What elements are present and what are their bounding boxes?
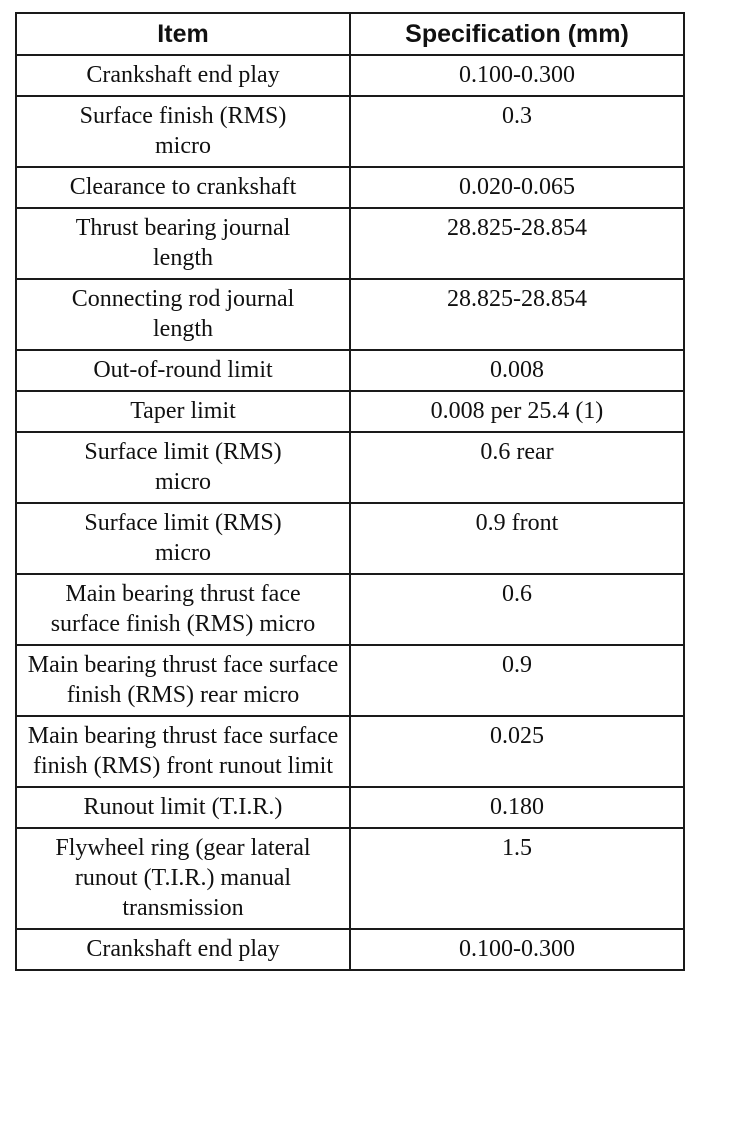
table-row xyxy=(16,208,684,279)
table-row xyxy=(16,929,684,970)
table-row xyxy=(16,391,684,432)
table-row xyxy=(16,432,684,503)
spec-cell: 0.3 xyxy=(350,96,684,167)
spec-cell: 1.5 xyxy=(350,828,684,929)
spec-cell: 28.825-28.854 xyxy=(350,279,684,350)
item-cell: Surface limit (RMS) micro xyxy=(16,503,350,574)
table-row xyxy=(16,574,684,645)
item-cell: Surface limit (RMS) micro xyxy=(16,432,350,503)
table-header-row xyxy=(16,13,684,55)
spec-cell: 0.9 front xyxy=(350,503,684,574)
spec-cell: 0.025 xyxy=(350,716,684,787)
table-row xyxy=(16,828,684,929)
spec-cell: 0.008 xyxy=(350,350,684,391)
item-cell: Flywheel ring (gear lateral runout (T.I.R.) manual transmission xyxy=(16,828,350,929)
table-row xyxy=(16,787,684,828)
item-cell: Connecting rod journal length xyxy=(16,279,350,350)
spec-cell: 0.6 xyxy=(350,574,684,645)
spec-cell: 0.008 per 25.4 (1) xyxy=(350,391,684,432)
spec-cell: 0.100-0.300 xyxy=(350,55,684,96)
spec-cell: 0.180 xyxy=(350,787,684,828)
table-row xyxy=(16,279,684,350)
header-item: Item xyxy=(16,13,350,55)
item-cell: Out-of-round limit xyxy=(16,350,350,391)
table-row xyxy=(16,716,684,787)
item-cell: Runout limit (T.I.R.) xyxy=(16,787,350,828)
table-row xyxy=(16,645,684,716)
spec-cell: 0.6 rear xyxy=(350,432,684,503)
item-cell: Main bearing thrust face surface finish (RMS) front runout limit xyxy=(16,716,350,787)
item-cell: Thrust bearing journal length xyxy=(16,208,350,279)
header-specification: Specification (mm) xyxy=(350,13,684,55)
table-row xyxy=(16,167,684,208)
item-cell: Crankshaft end play xyxy=(16,55,350,96)
item-cell: Surface finish (RMS) micro xyxy=(16,96,350,167)
specification-table xyxy=(15,12,685,971)
table-row xyxy=(16,96,684,167)
spec-cell: 0.020-0.065 xyxy=(350,167,684,208)
item-cell: Crankshaft end play xyxy=(16,929,350,970)
table-row xyxy=(16,503,684,574)
item-cell: Clearance to crankshaft xyxy=(16,167,350,208)
item-cell: Main bearing thrust face surface finish (RMS) rear micro xyxy=(16,645,350,716)
table-row xyxy=(16,350,684,391)
spec-cell: 28.825-28.854 xyxy=(350,208,684,279)
item-cell: Taper limit xyxy=(16,391,350,432)
item-cell: Main bearing thrust face surface finish (RMS) micro xyxy=(16,574,350,645)
spec-cell: 0.9 xyxy=(350,645,684,716)
spec-cell: 0.100-0.300 xyxy=(350,929,684,970)
table-row xyxy=(16,55,684,96)
